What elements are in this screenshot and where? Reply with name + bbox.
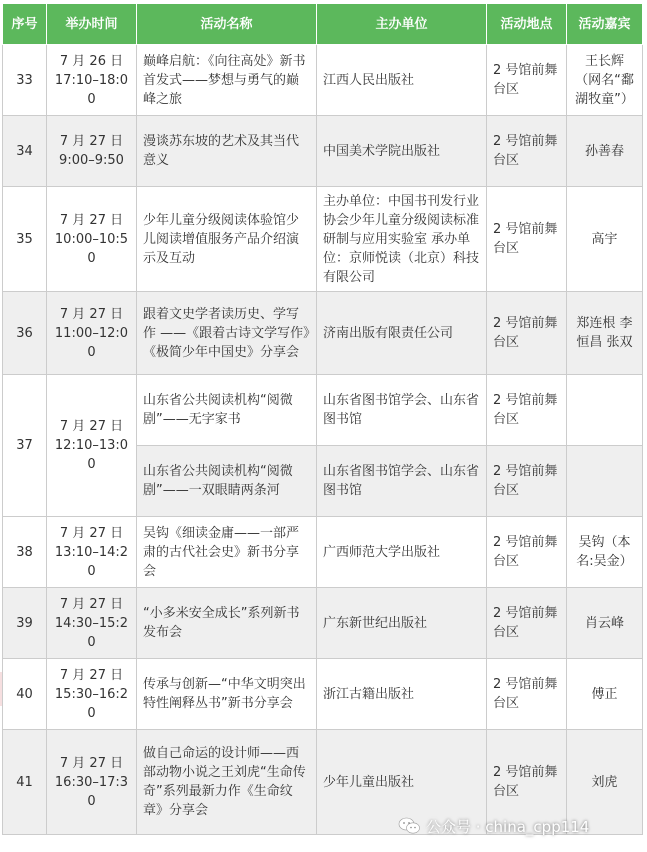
row-organizer: 广西师范大学出版社 bbox=[317, 517, 487, 588]
row-number: 35 bbox=[3, 187, 47, 292]
row-guest: 郑连根 李恒昌 张双 bbox=[567, 292, 643, 375]
row-datetime bbox=[47, 187, 137, 292]
row-datetime bbox=[47, 517, 137, 588]
row-event-name: 做自己命运的设计师——西部动物小说之王刘虎“生命传奇”系列最新力作《生命纹章》分享会 bbox=[137, 730, 317, 835]
row-venue: 2 号馆前舞台区 bbox=[487, 517, 567, 588]
row-venue: 2 号馆前舞台区 bbox=[487, 187, 567, 292]
row-organizer: 山东省图书馆学会、山东省图书馆 bbox=[317, 375, 487, 446]
row-number: 41 bbox=[3, 730, 47, 835]
row-date: 7 月 26 日 bbox=[59, 53, 124, 69]
row-event-name: “小多米安全成长”系列新书发布会 bbox=[137, 588, 317, 659]
row-datetime bbox=[47, 45, 137, 116]
header-time: 举办时间 bbox=[47, 4, 137, 45]
row-time: 11:00–12:00 bbox=[54, 325, 129, 360]
row-venue: 2 号馆前舞台区 bbox=[487, 45, 567, 116]
row-time: 17:10–18:00 bbox=[54, 72, 129, 107]
row-datetime bbox=[47, 730, 137, 835]
table-row bbox=[3, 292, 643, 375]
table-row bbox=[3, 45, 643, 116]
header-guest: 活动嘉宾 bbox=[567, 4, 643, 45]
header-name: 活动名称 bbox=[137, 4, 317, 45]
row-organizer: 江西人民出版社 bbox=[317, 45, 487, 116]
row-venue: 2 号馆前舞台区 bbox=[487, 375, 567, 446]
row-date: 7 月 27 日 bbox=[59, 667, 124, 683]
row-venue: 2 号馆前舞台区 bbox=[487, 116, 567, 187]
header-no: 序号 bbox=[3, 4, 47, 45]
row-number: 40 bbox=[3, 659, 47, 730]
row-date: 7 月 27 日 bbox=[59, 419, 124, 434]
row-number: 34 bbox=[3, 116, 47, 187]
row-time: 13:10–14:20 bbox=[54, 544, 129, 579]
row-organizer: 广东新世纪出版社 bbox=[317, 588, 487, 659]
row-venue: 2 号馆前舞台区 bbox=[487, 292, 567, 375]
row-time: 12:10–13:00 bbox=[54, 438, 129, 472]
header-venue: 活动地点 bbox=[487, 4, 567, 45]
header-row bbox=[3, 4, 643, 45]
table-row bbox=[3, 187, 643, 292]
row-event-name: 跟着文史学者读历史、学写作 ——《跟着古诗文学写作》《极简少年中国史》分享会 bbox=[137, 292, 317, 375]
row-event-name: 山东省公共阅读机构“阅微剧”——一双眼睛两条河 bbox=[137, 446, 317, 517]
row-event-name: 吴钩《细读金庸——一部严肃的古代社会史》新书分享会 bbox=[137, 517, 317, 588]
row-time: 10:00–10:50 bbox=[54, 231, 129, 266]
row-event-name: 少年儿童分级阅读体验馆少儿阅读增值服务产品介绍演示及互动 bbox=[137, 187, 317, 292]
row-number: 38 bbox=[3, 517, 47, 588]
row-time: 14:30–15:20 bbox=[54, 615, 129, 650]
row-date: 7 月 27 日 bbox=[59, 306, 124, 322]
wechat-icon bbox=[398, 817, 420, 835]
row-date: 7 月 27 日 bbox=[59, 212, 124, 228]
row-date: 7 月 27 日 bbox=[59, 134, 124, 149]
row-datetime bbox=[47, 588, 137, 659]
row-number: 36 bbox=[3, 292, 47, 375]
table-row bbox=[3, 588, 643, 659]
row-guest bbox=[567, 375, 643, 446]
row-date: 7 月 27 日 bbox=[59, 525, 124, 541]
row-date: 7 月 27 日 bbox=[59, 755, 124, 771]
row-organizer: 中国美术学院出版社 bbox=[317, 116, 487, 187]
table-row bbox=[3, 375, 643, 446]
row-number: 39 bbox=[3, 588, 47, 659]
row-event-name: 巅峰启航：《向往高处》新书首发式——梦想与勇气的巅峰之旅 bbox=[137, 45, 317, 116]
header-organizer: 主办单位 bbox=[317, 4, 487, 45]
row-datetime bbox=[47, 292, 137, 375]
row-venue: 2 号馆前舞台区 bbox=[487, 588, 567, 659]
wechat-watermark bbox=[398, 814, 589, 838]
row-guest: 王长辉（网名“鄱湖牧童”） bbox=[567, 45, 643, 116]
event-schedule-table bbox=[2, 3, 643, 835]
row-guest: 肖云峰 bbox=[567, 588, 643, 659]
table-row bbox=[3, 116, 643, 187]
row-time: 16:30–17:30 bbox=[54, 774, 129, 809]
row-time: 15:30–16:20 bbox=[54, 686, 129, 721]
watermark-text: 公众号 · china_cpp114 bbox=[426, 817, 590, 836]
row-organizer: 山东省图书馆学会、山东省图书馆 bbox=[317, 446, 487, 517]
row-datetime bbox=[47, 375, 137, 517]
row-organizer: 少年儿童出版社 bbox=[317, 730, 487, 835]
table-row bbox=[3, 517, 643, 588]
row-time: 9:00–9:50 bbox=[59, 153, 124, 168]
row-organizer: 浙江古籍出版社 bbox=[317, 659, 487, 730]
row-datetime bbox=[47, 659, 137, 730]
row-organizer: 主办单位：中国书刊发行业协会少年儿童分级阅读标准研制与应用实验室 承办单位：京师悦读（北京）科技有限公司 bbox=[317, 187, 487, 292]
row-guest: 高宇 bbox=[567, 187, 643, 292]
row-guest: 孙善春 bbox=[567, 116, 643, 187]
row-venue: 2 号馆前舞台区 bbox=[487, 659, 567, 730]
row-number: 33 bbox=[3, 45, 47, 116]
row-guest bbox=[567, 446, 643, 517]
row-guest: 傅正 bbox=[567, 659, 643, 730]
row-event-name: 山东省公共阅读机构“阅微剧”——无字家书 bbox=[137, 375, 317, 446]
row-number: 37 bbox=[3, 375, 47, 517]
row-guest: 吴钩（本名:吴金） bbox=[567, 517, 643, 588]
row-guest: 刘虎 bbox=[567, 730, 643, 835]
row-venue: 2 号馆前舞台区 bbox=[487, 446, 567, 517]
row-event-name: 传承与创新—“中华文明突出特性阐释丛书”新书分享会 bbox=[137, 659, 317, 730]
row-datetime bbox=[47, 116, 137, 187]
table-row bbox=[3, 659, 643, 730]
row-venue: 2 号馆前舞台区 bbox=[487, 730, 567, 835]
row-date: 7 月 27 日 bbox=[59, 596, 124, 612]
row-organizer: 济南出版有限责任公司 bbox=[317, 292, 487, 375]
row-event-name: 漫谈苏东坡的艺术及其当代意义 bbox=[137, 116, 317, 187]
